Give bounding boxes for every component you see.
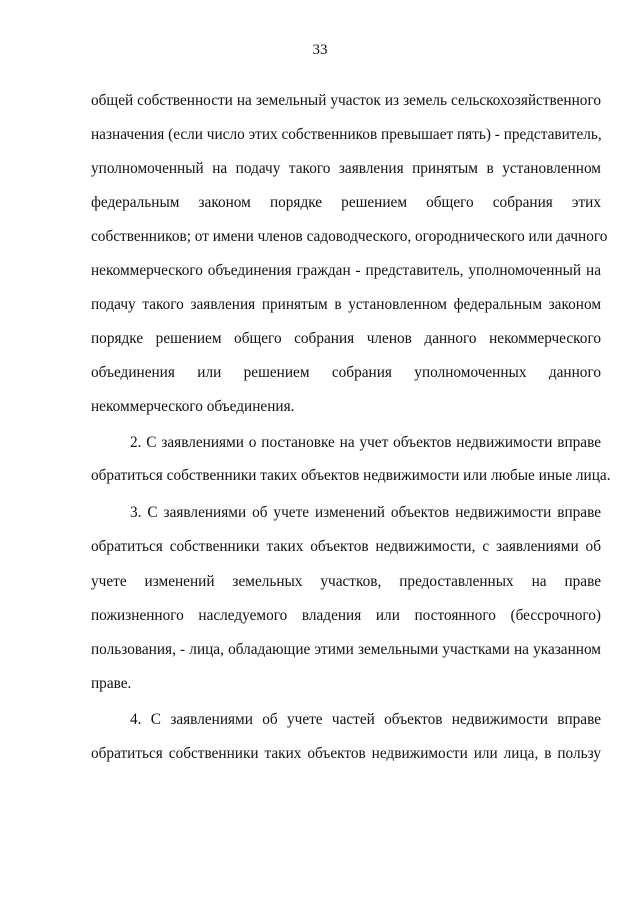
text-line: порядке решением общего собрания членов данного некоммерческого <box>91 330 601 347</box>
text-line: общей собственности на земельный участок из земель сельскохозяйственного <box>91 92 601 109</box>
text-line: пожизненного наследуемого владения или постоянного (бессрочного) <box>91 607 601 624</box>
text-line: праве. <box>91 675 132 692</box>
page-number: 33 <box>312 42 328 58</box>
paragraph-first-line: 4. С заявлениями об учете частей объектов недвижимости вправе <box>130 711 601 728</box>
text-line: подачу такого заявления принятым в установленном федеральным законом <box>91 296 601 313</box>
text-line: некоммерческого объединения граждан - представитель, уполномоченный на <box>91 262 601 279</box>
text-line: обратиться собственники таких объектов недвижимости, с заявлениями об <box>91 538 601 555</box>
text-line: объединения или решением собрания уполномоченных данного <box>91 364 601 381</box>
paragraph-first-line: 3. С заявлениями об учете изменений объектов недвижимости вправе <box>130 504 601 521</box>
text-line: учете изменений земельных участков, предоставленных на праве <box>91 573 601 590</box>
paragraph-first-line: 2. С заявлениями о постановке на учет объектов недвижимости вправе <box>130 434 601 451</box>
text-line: пользования, - лица, обладающие этими земельными участками на указанном <box>91 641 601 658</box>
text-line: собственников; от имени членов садоводческого, огороднического или дачного <box>91 228 608 245</box>
text-line: обратиться собственники таких объектов недвижимости или лица, в пользу <box>91 745 601 762</box>
text-line: федеральным законом порядке решением общего собрания этих <box>91 194 601 211</box>
text-line: некоммерческого объединения. <box>91 398 295 415</box>
text-line: обратиться собственники таких объектов недвижимости или любые иные лица. <box>91 467 611 484</box>
text-line: уполномоченный на подачу такого заявления принятым в установленном <box>91 160 601 177</box>
text-line: назначения (если число этих собственников превышает пять) - представитель, <box>91 126 602 143</box>
